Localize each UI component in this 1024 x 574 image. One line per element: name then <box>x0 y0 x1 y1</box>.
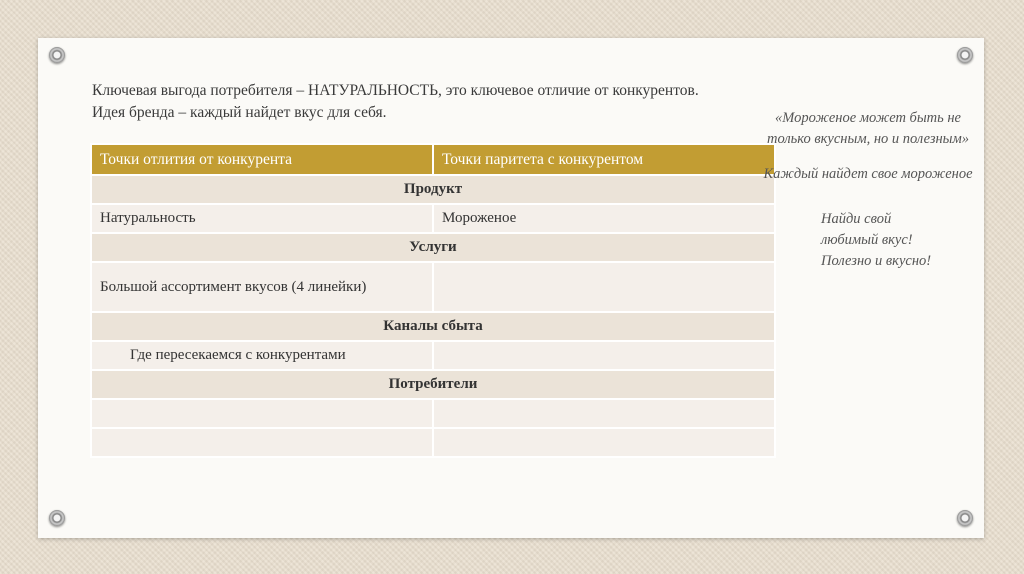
section-row <box>91 233 775 262</box>
section-services: Услуги <box>91 233 775 262</box>
slide-card <box>38 38 984 538</box>
cell-empty <box>433 428 775 457</box>
header-differentiation: Точки отлития от конкурента <box>91 144 433 175</box>
slogan-every-finds: Каждый найдет свое мороженое <box>763 166 973 182</box>
table-row <box>91 262 775 312</box>
slogan-quote: «Мороженое может быть не только вкусным, но и полезным» <box>766 110 970 147</box>
section-product: Продукт <box>91 175 775 204</box>
slogans-panel <box>763 108 973 272</box>
slogan-line: любимый вкус! <box>821 232 913 248</box>
heading-line-1: Ключевая выгода потребителя – НАТУРАЛЬНОСТЬ, это ключевое отличие от конкурентов. <box>92 82 699 99</box>
heading-line-2: Идея бренда – каждый найдет вкус для себя. <box>92 104 387 121</box>
pin-icon <box>957 510 973 526</box>
slogan-line: Найди свой <box>821 211 892 227</box>
table-row <box>91 204 775 233</box>
section-row <box>91 175 775 204</box>
pin-icon <box>49 47 65 63</box>
section-row <box>91 370 775 399</box>
section-row <box>91 312 775 341</box>
table-row <box>91 341 775 370</box>
table-header-row <box>91 144 775 175</box>
pin-icon <box>957 47 973 63</box>
cell-channels-parity <box>433 341 775 370</box>
pin-icon <box>49 510 65 526</box>
cell-empty <box>91 428 433 457</box>
table-row <box>91 428 775 457</box>
cell-services-diff: Большой ассортимент вкусов (4 линейки) <box>91 262 433 312</box>
slogan-line: Полезно и вкусно! <box>821 253 932 269</box>
slogan-find-your-taste <box>821 209 973 272</box>
cell-channels-diff: Где пересекаемся с конкурентами <box>91 341 433 370</box>
cell-product-parity: Мороженое <box>433 204 775 233</box>
cell-product-diff: Натуральность <box>91 204 433 233</box>
header-parity: Точки паритета с конкурентом <box>433 144 775 175</box>
cell-services-parity <box>433 262 775 312</box>
cell-empty <box>433 399 775 428</box>
section-channels: Каналы сбыта <box>91 312 775 341</box>
comparison-table <box>90 143 776 458</box>
slide-heading <box>92 80 852 124</box>
table-row <box>91 399 775 428</box>
cell-empty <box>91 399 433 428</box>
section-consumers: Потребители <box>91 370 775 399</box>
